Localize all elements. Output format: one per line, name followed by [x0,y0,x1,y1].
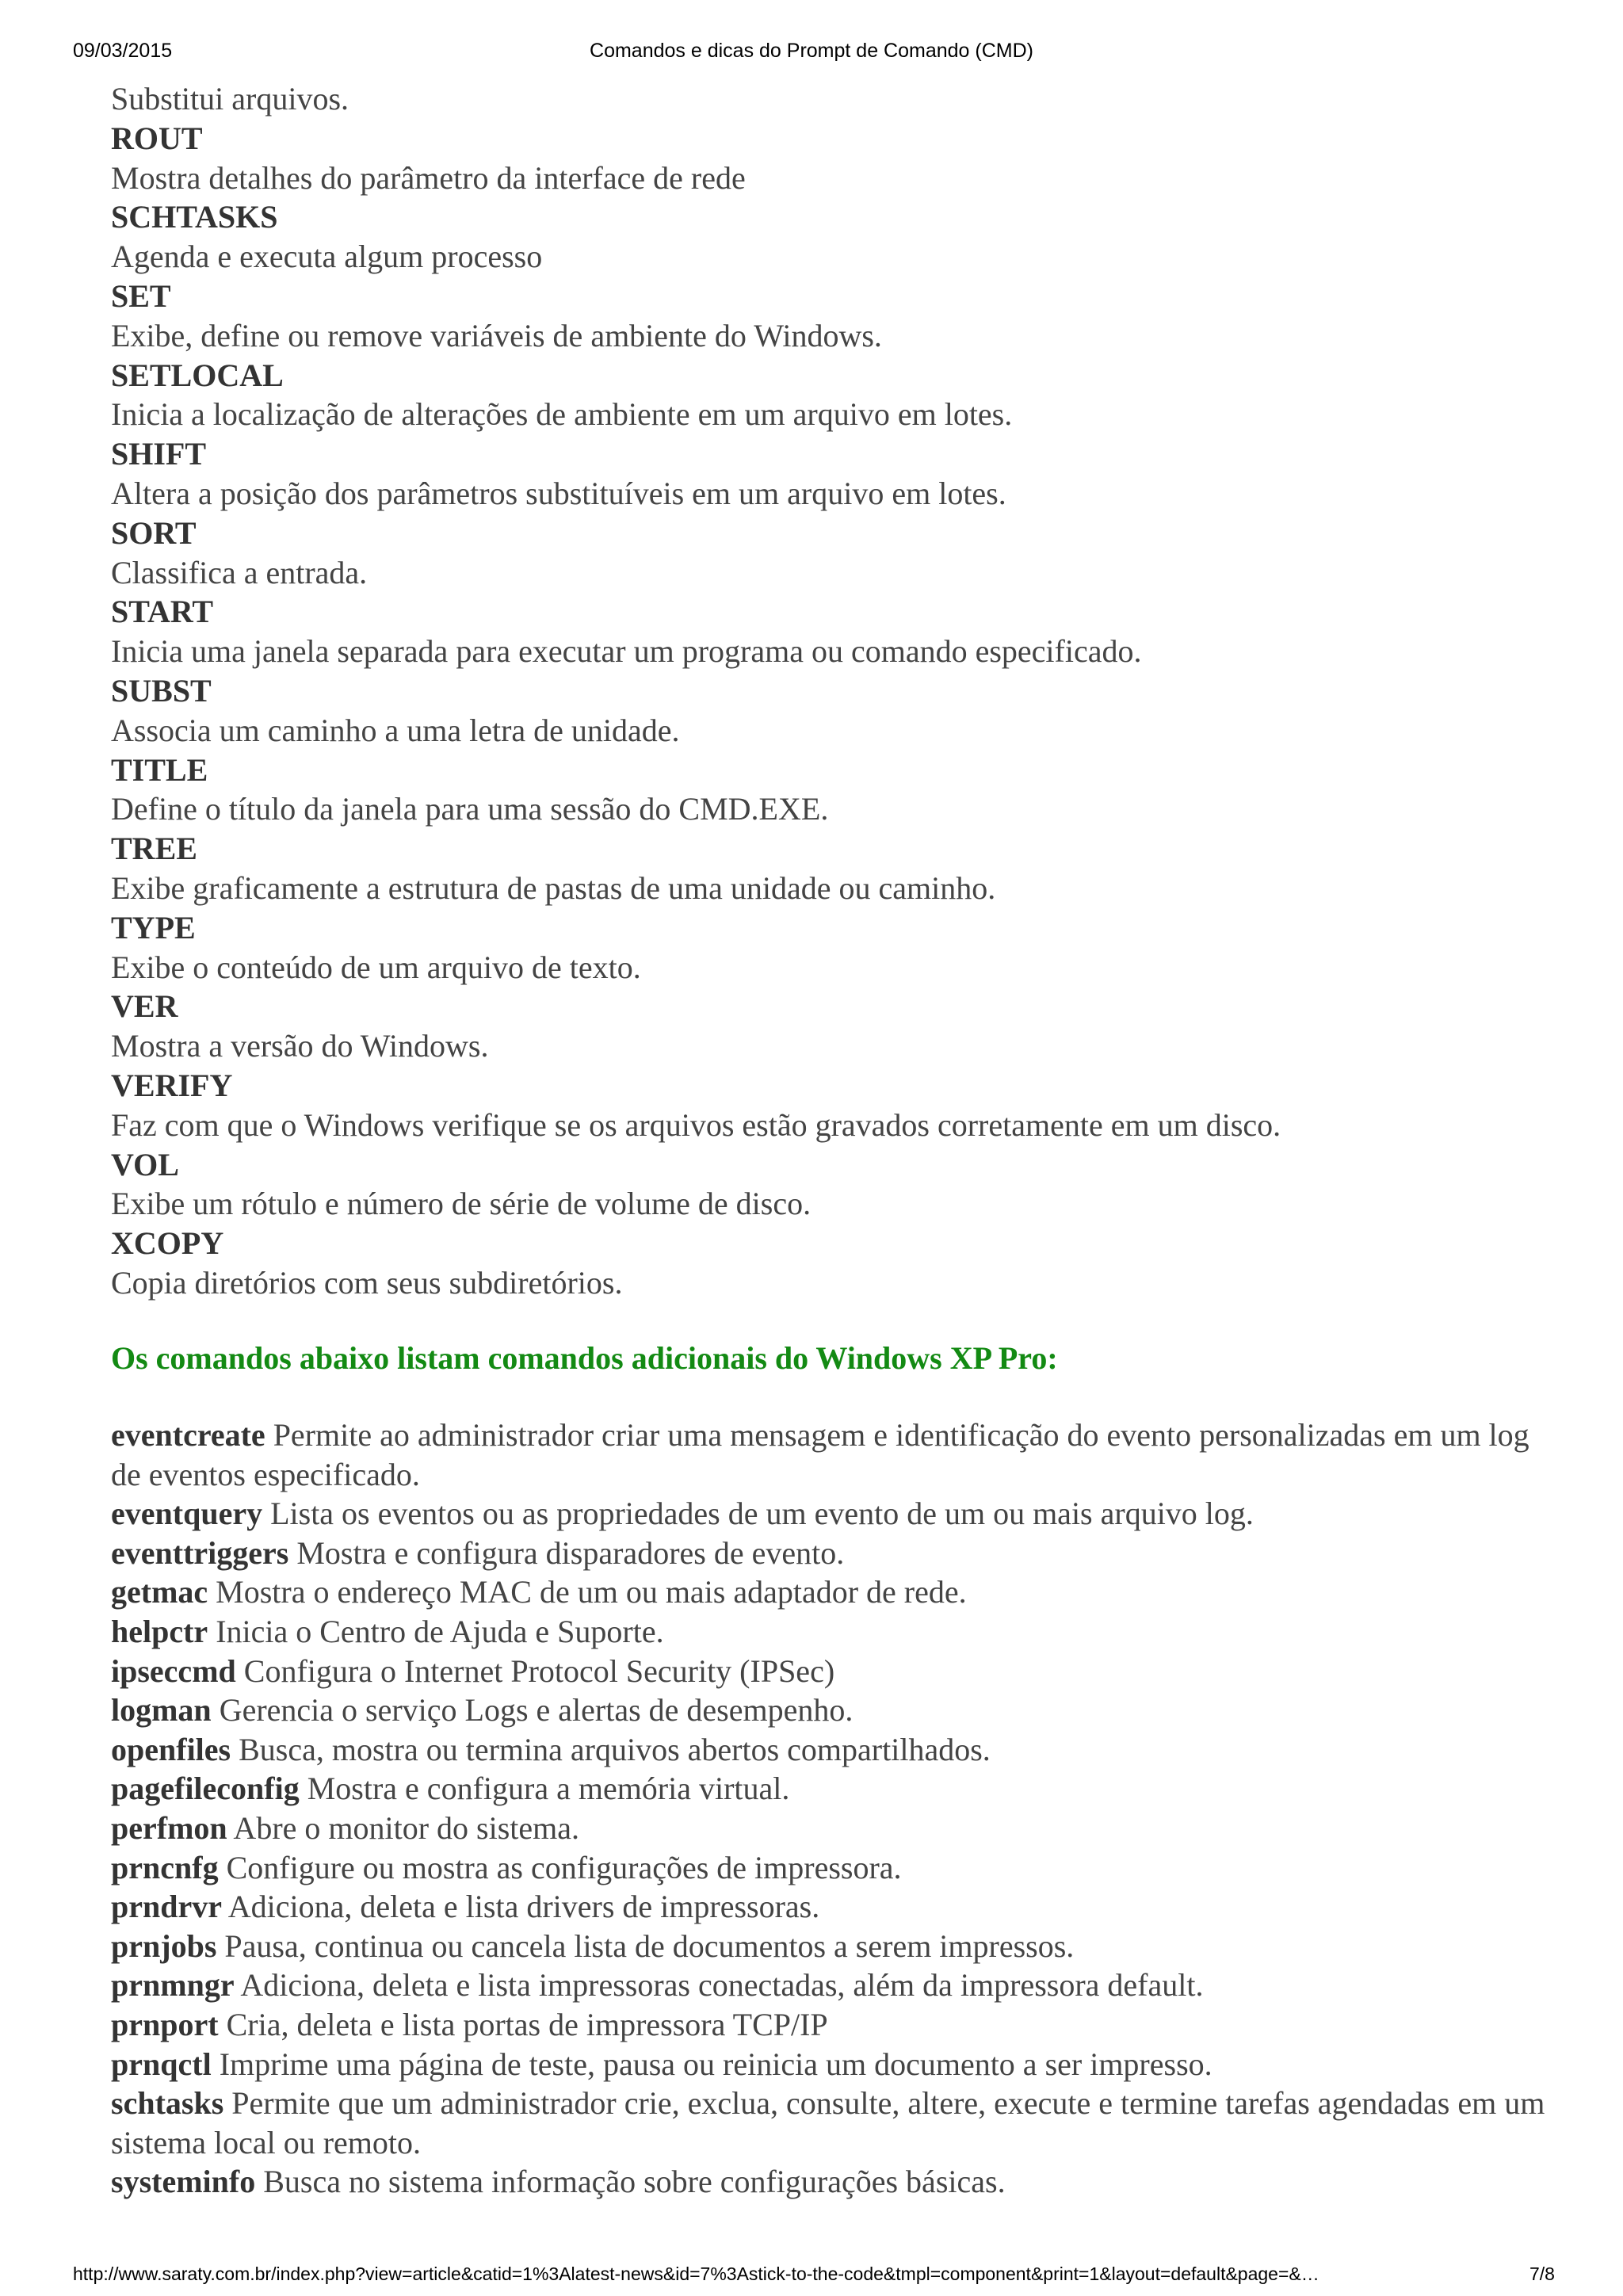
xp-command-name: schtasks [111,2085,224,2122]
xp-command-description: Configure ou mostra as configurações de impressora. [218,1849,902,1885]
source-url: http://www.saraty.com.br/index.php?view=article&catid=1%3Alatest-news&id=7%3Astick-to-the-code&tmpl=component&print=1&layout=default&page=&… [73,2264,1319,2284]
xp-command-name: eventcreate [111,1417,265,1453]
command-description: Exibe graficamente a estrutura de pastas de uma unidade ou caminho. [111,869,996,906]
print-header [0,40,1623,65]
xp-command-description: Configura o Internet Protocol Security (IPSec) [235,1652,835,1689]
command-description: Exibe, define ou remove variáveis de ambiente do Windows. [111,317,882,353]
command-name: START [111,594,214,630]
xp-command-name: ipseccmd [111,1652,236,1689]
xp-command-description: Abre o monitor do sistema. [227,1809,580,1846]
command-description: Inicia uma janela separada para executar um programa ou comando especificado. [111,633,1142,670]
command-description: Altera a posição dos parâmetros substituíveis em um arquivo em lotes. [111,475,1006,511]
xp-command-description: Lista os eventos ou as propriedades de um evento de um ou mais arquivo log. [262,1496,1254,1532]
xp-section-heading: Os comandos abaixo listam comandos adicionais do Windows XP Pro: [111,1340,1058,1376]
intro-line: Substitui arquivos. [111,81,349,117]
command-description: Agenda e executa algum processo [111,239,543,275]
print-title: Comandos e dicas do Prompt de Comando (CMD) [590,40,1033,62]
xp-command-description: Permite ao administrador criar uma mensagem e identificação do evento personalizadas em um log de eventos especificado. [111,1417,1529,1492]
xp-command-description: Mostra e configura a memória virtual. [299,1771,790,1807]
command-name: SUBST [111,672,212,709]
xp-command-item [111,1887,1553,1927]
xp-command-item [111,1769,1553,1809]
xp-command-item [111,1415,1553,1494]
xp-command-name: prndrvr [111,1889,222,1925]
xp-command-description: Permite que um administrador crie, exclua, consulte, altere, execute e termine tarefas agendadas em um sistema local ou remoto. [111,2085,1545,2160]
command-name: VOL [111,1146,179,1182]
xp-command-item [111,2162,1553,2202]
xp-command-name: logman [111,1692,212,1729]
command-name: TREE [111,831,197,867]
command-description: Associa um caminho a uma letra de unidade. [111,712,680,748]
command-name: TYPE [111,909,196,946]
xp-command-item [111,2005,1553,2045]
xp-command-description: Busca, mostra ou termina arquivos abertos compartilhados. [231,1731,991,1767]
command-name: VERIFY [111,1067,233,1103]
xp-command-name: prnport [111,2006,219,2042]
xp-command-name: eventquery [111,1496,263,1532]
xp-command-description: Adiciona, deleta e lista drivers de impressoras. [222,1889,820,1925]
xp-command-name: openfiles [111,1731,231,1767]
command-name: SCHTASKS [111,199,278,235]
xp-command-description: Inicia o Centro de Ajuda e Suporte. [208,1613,664,1649]
command-description: Exibe o conteúdo de um arquivo de texto. [111,949,641,985]
xp-command-description: Gerencia o serviço Logs e alertas de desempenho. [211,1692,854,1729]
xp-command-item [111,1652,1553,1691]
xp-command-description: Adiciona, deleta e lista impressoras conectadas, além da impressora default. [234,1967,1204,2004]
xp-command-item [111,1966,1553,2005]
xp-command-description: Cria, deleta e lista portas de impressora TCP/IP [218,2006,828,2042]
xp-command-name: prnjobs [111,1927,217,1964]
xp-command-description: Busca no sistema informação sobre configurações básicas. [255,2164,1006,2200]
xp-command-item [111,1927,1553,1966]
xp-command-item [111,1534,1553,1573]
xp-command-list [111,1415,1553,2202]
command-name: SORT [111,514,197,551]
command-name: TITLE [111,751,208,788]
xp-command-description: Mostra o endereço MAC de um ou mais adaptador de rede. [208,1574,967,1610]
xp-command-item [111,2084,1553,2162]
command-name: VER [111,988,178,1025]
command-list [111,79,1553,1303]
xp-command-description: Imprime uma página de teste, pausa ou reinicia um documento a ser impresso. [211,2046,1212,2082]
xp-command-name: prnqctl [111,2046,212,2082]
xp-command-name: systeminfo [111,2164,256,2200]
command-name: XCOPY [111,1225,224,1262]
commands-container [111,119,1553,1303]
command-description: Mostra detalhes do parâmetro da interface de rede [111,159,746,196]
command-description: Copia diretórios com seus subdiretórios. [111,1264,623,1301]
command-description: Exibe um rótulo e número de série de volume de disco. [111,1186,812,1222]
xp-command-description: Pausa, continua ou cancela lista de documentos a serem impressos. [216,1927,1075,1964]
command-name: SETLOCAL [111,357,284,393]
xp-command-item [111,1730,1553,1770]
command-description: Inicia a localização de alterações de ambiente em um arquivo em lotes. [111,396,1013,433]
xp-command-item [111,1494,1553,1534]
print-footer [0,2264,1623,2287]
command-description: Classifica a entrada. [111,554,368,590]
command-name: SHIFT [111,436,207,472]
command-name: ROUT [111,120,203,156]
command-description: Mostra a versão do Windows. [111,1028,489,1064]
print-date: 09/03/2015 [73,40,173,62]
xp-command-name: prnmngr [111,1967,235,2004]
command-description: Faz com que o Windows verifique se os arquivos estão gravados corretamente em um disco. [111,1106,1281,1143]
xp-command-item [111,1572,1553,1612]
xp-command-description: Mostra e configura disparadores de evento. [288,1534,845,1571]
xp-command-item [111,2045,1553,2084]
command-name: SET [111,277,171,314]
xp-command-name: pagefileconfig [111,1771,300,1807]
xp-command-item [111,1612,1553,1652]
xp-command-name: perfmon [111,1809,227,1846]
xp-command-name: prncnfg [111,1849,219,1885]
xp-command-name: getmac [111,1574,208,1610]
xp-command-name: eventtriggers [111,1534,289,1571]
xp-command-item [111,1690,1553,1730]
command-description: Define o título da janela para uma sessão do CMD.EXE. [111,791,829,827]
xp-command-name: helpctr [111,1613,208,1649]
xp-command-item [111,1848,1553,1888]
xp-command-item [111,1809,1553,1848]
page-number: 7/8 [1529,2264,1555,2284]
